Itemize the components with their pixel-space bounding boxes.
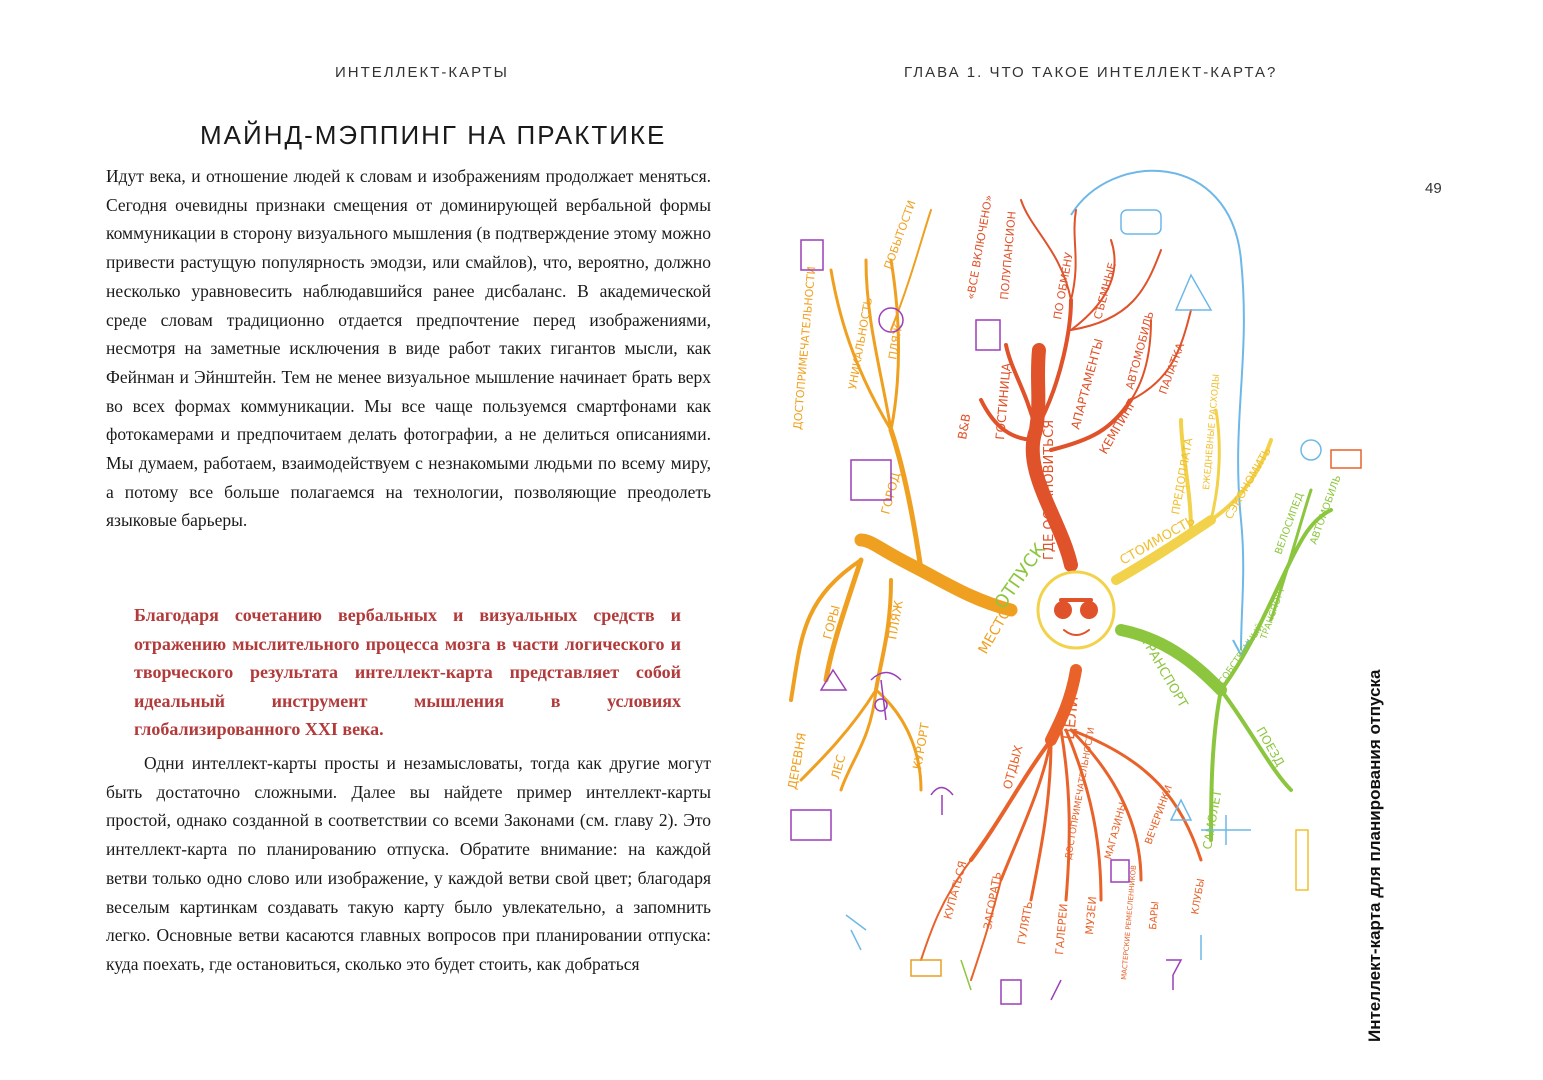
label-cost: СТОИМОСТЬ xyxy=(1117,513,1199,569)
label-parties: ВЕЧЕРИНКИ xyxy=(1143,784,1176,847)
body-paragraph-2: Одни интеллект-карты просты и незамысловаты, тогда как другие могут быть достаточно сложными. Далее вы найдете пример интеллект-карты простой, однако созданной в соответствии со всеми Законами (см. главу 2). Это интеллект-карта по планированию отпуска. Обратите внимание: на каждой ветви только одно слово или изображение, у каждой ветви свой цвет; благодаря веселым картинкам создавать такую карту было увлекательно, а запомнить легко. Основные ветви касаются главных вопросов при планировании отпуска: куда поехать, где остановиться, сколько это будет стоить, как добраться xyxy=(106,753,711,974)
car-icon xyxy=(1331,450,1361,468)
branch-place xyxy=(791,210,1011,790)
page-number: 49 xyxy=(1425,180,1442,197)
label-train: ПОЕЗД xyxy=(1253,724,1288,769)
building-icon xyxy=(976,320,1000,350)
body-paragraph-1: Идут века, и отношение людей к словам и изображениям продолжает меняться. Сегодня очевидны признаки смещения от доминирующей вербальной формы коммуникации в сторону визуального мышления (в подтверждение этому можно привести растущую популярность эмодзи, или смайлов), что, вероятно, должно несколько уравновесить наблюдавшийся ранее дисбаланс. В академической среде словам традиционно отдается предпочтение перед изображениями, несмотря на заметные исключения в виде работ таких гигантов мысли, как Фейнман и Эйнштейн. Тем не менее визуальное мышление начинает брать верх во всех формах коммуникации. Мы все чаще пользуемся смартфонами как фотокамерами и предпочитаем делать фотографии, а не делиться описаниями. Мы думаем, работаем, взаимодействуем с незнакомыми людьми по всему миру, а потому все больше полагаемся на технологии, позволяющие преодолеть языковые барьеры. xyxy=(106,166,711,531)
label-apartments: АПАРТАМЕНТЫ xyxy=(1068,337,1106,431)
label-half-board: ПОЛУПАНСИОН xyxy=(998,210,1019,301)
pull-quote: Благодаря сочетанию вербальных и визуальных средств и отражению мыслительного процесса мозга в части логического и творческого результата интеллект-карта представляет собой идеальный инструмент мышления в условиях глобализированного XXI века. xyxy=(134,605,681,739)
figure-caption: Интеллект-карта для планирования отпуска xyxy=(1365,669,1384,1042)
label-clubs: КЛУБЫ xyxy=(1190,877,1208,916)
cocktail-icon xyxy=(1166,960,1181,990)
label-prepay: ПРЕДОПЛАТА xyxy=(1169,437,1196,516)
branch-place-labels xyxy=(785,199,1014,791)
branch-stay-labels xyxy=(955,194,1187,560)
label-car-stay: АВТОМОБИЛЬ xyxy=(1123,309,1157,391)
left-page xyxy=(0,0,771,1080)
label-events: ПОБЫТОСТИ xyxy=(881,198,919,272)
picture-frame-icon xyxy=(1001,980,1021,1004)
label-swim: КУПАТЬСЯ xyxy=(941,859,970,921)
label-car-transport: АВТОМОБИЛЬ xyxy=(1308,473,1344,547)
paintbrush-icon xyxy=(1051,980,1061,1000)
swimmer-icon xyxy=(846,915,866,950)
running-head-left: ИНТЕЛЛЕКТ-КАРТЫ xyxy=(335,64,509,81)
label-stay: ГДЕ ОСТАНОВИТЬСЯ xyxy=(1042,419,1057,560)
branch-cost-labels xyxy=(1118,374,1274,569)
label-rest: ОТДЫХ xyxy=(1000,743,1026,791)
label-transport-sub: ТРАНСПОРТ xyxy=(1259,585,1288,642)
label-tan: ЗАГОРАТЬ xyxy=(981,870,1005,931)
label-unique: УНИКАЛЬНОСТЬ xyxy=(846,296,876,391)
section-title: МАЙНД-МЭППИНГ НА ПРАКТИКЕ xyxy=(200,120,667,150)
train-icon xyxy=(1296,830,1308,890)
branch-goals-labels xyxy=(941,695,1207,980)
tent-icon xyxy=(1176,275,1211,310)
label-exchange: ПО ОБМЕНУ xyxy=(1051,251,1076,321)
label-forest: ЛЕС xyxy=(828,753,849,781)
label-beach: ПЛЯЖ xyxy=(885,599,906,641)
houses-icon xyxy=(791,810,831,840)
center-label: ОТПУСК xyxy=(990,539,1051,614)
sun-icon xyxy=(875,699,887,711)
label-museums: МУЗЕИ xyxy=(1083,895,1100,936)
label-walk: ГУЛЯТЬ xyxy=(1015,900,1036,946)
label-own: СОБСТВЕННЫЙ xyxy=(1217,622,1267,687)
mind-map-illustration xyxy=(771,0,1543,1080)
umbrella-icon xyxy=(931,788,953,816)
label-save: СЭКОНОМИТЬ xyxy=(1222,445,1274,522)
label-bnb: B&B xyxy=(955,412,974,441)
label-mountains: ГОРЫ xyxy=(820,603,843,641)
running-head-right: ГЛАВА 1. ЧТО ТАКОЕ ИНТЕЛЛЕКТ-КАРТА? xyxy=(904,64,1278,81)
label-tent: ПАЛАТКА xyxy=(1156,341,1188,397)
right-page xyxy=(771,0,1543,1080)
label-all-incl: «ВСЕ ВКЛЮЧЕНО» xyxy=(964,193,996,301)
bicycle-icon xyxy=(1301,440,1321,460)
label-galleries: ГАЛЕРЕИ xyxy=(1053,903,1071,956)
label-plane: САМОЛЕТ xyxy=(1200,788,1225,851)
label-sights-goals: ДОСТОПРИМЕЧАТЕЛЬНОСТИ xyxy=(1064,726,1098,861)
label-shops: МАГАЗИНЫ xyxy=(1103,801,1130,861)
shopping-bag-icon xyxy=(1111,860,1129,882)
label-workshops: МАСТЕРСКИЕ РЕМЕСЛЕННИКОВ xyxy=(1120,864,1139,981)
label-bike: ВЕЛОСИПЕД xyxy=(1273,491,1306,557)
label-camping: КЕМПИНГ xyxy=(1096,396,1139,457)
label-village: ДЕРЕВНЯ xyxy=(785,731,809,791)
label-place: МЕСТО xyxy=(975,605,1015,657)
label-daily: ЕЖЕДНЕВНЫЕ РАСХОДЫ xyxy=(1202,373,1223,491)
label-resort: КУРОРТ xyxy=(910,721,933,771)
label-sights-place: ДОСТОПРИМЕЧАТЕЛЬНОСТИ xyxy=(791,265,819,431)
label-rented: СЪЕМНЫЕ xyxy=(1091,261,1119,321)
label-beach-top: ПЛЯЖ xyxy=(886,322,906,361)
camper-icon xyxy=(1121,210,1161,234)
church-icon xyxy=(801,240,823,270)
label-bars: БАРЫ xyxy=(1148,900,1162,931)
label-transport: ТРАНСПОРТ xyxy=(1137,634,1191,711)
label-city: ГОРОД xyxy=(878,470,903,516)
sunbed-icon xyxy=(911,960,941,976)
label-goals: ЦЕЛИ xyxy=(1060,695,1082,741)
label-hotel: ГОСТИНИЦА xyxy=(993,362,1014,441)
person-icon xyxy=(961,960,971,990)
